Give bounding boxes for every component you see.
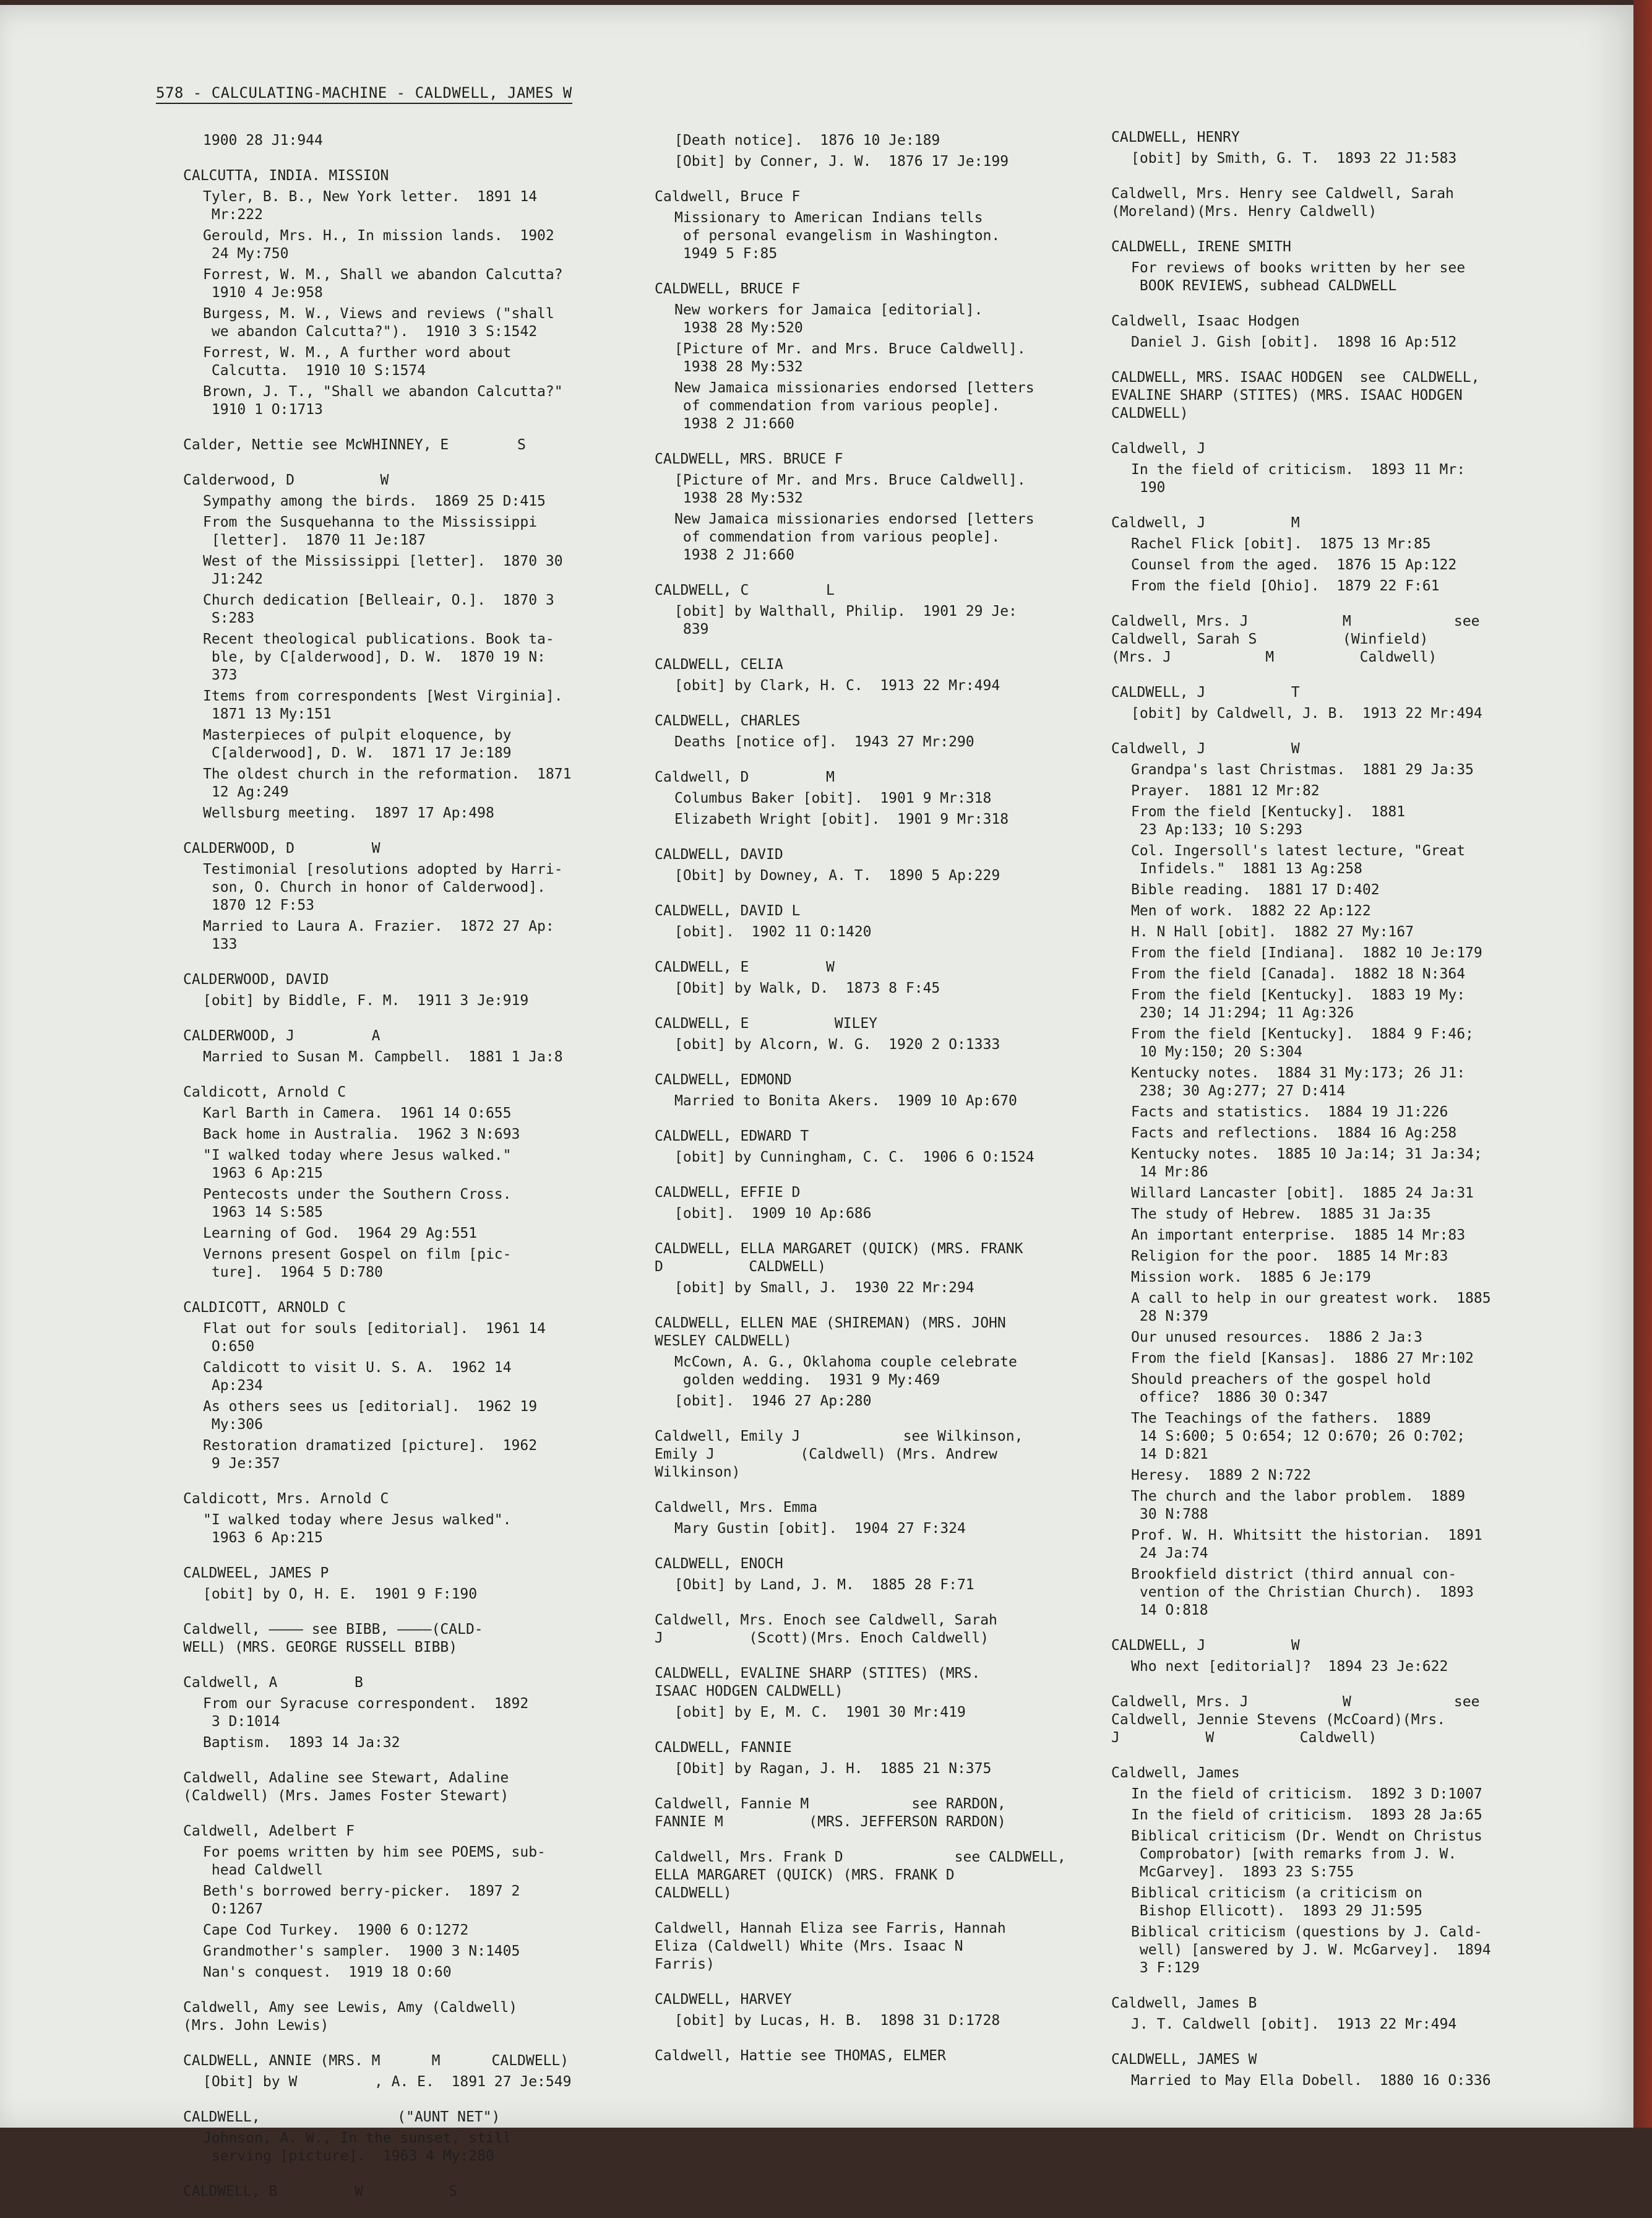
citation: Burgess, M. W., Views and reviews ("shall we abandon Calcutta?"). 1910 3 S:1542 [203, 306, 554, 340]
index-entry [655, 1665, 1112, 1722]
citation: Flat out for souls [editorial]. 1961 14 O:650 [203, 1321, 546, 1355]
citation: 1900 28 J1:944 [203, 132, 323, 149]
index-entry [655, 902, 1112, 941]
index-entry [1111, 2051, 1569, 2090]
citation: Learning of God. 1964 29 Ag:551 [203, 1225, 478, 1241]
citation: Wellsburg meeting. 1897 17 Ap:498 [203, 805, 494, 821]
index-entry [655, 1991, 1112, 2030]
citation: Married to Bonita Akers. 1909 10 Ap:670 [674, 1093, 1017, 1109]
index-entry [655, 451, 1112, 564]
entry-heading: CALDWELL, EFFIE D [655, 1185, 801, 1201]
entry-heading: Caldwell, James [1111, 1765, 1240, 1781]
citation: For poems written by him see POEMS, sub- head Caldwell [203, 1844, 546, 1878]
citation: Missionary to American Indians tells of personal evangelism in Washington. 1949 5 F:85 [674, 210, 1000, 262]
citation: Biblical criticism (questions by J. Cald- well) [answered by J. W. McGarvey]. 1894 3 F:129 [1131, 1924, 1491, 1976]
citation-list [674, 301, 1112, 433]
index-entry [183, 1027, 641, 1066]
index-entry [183, 2183, 641, 2201]
index-entry [655, 1240, 1112, 1297]
index-entry [183, 1823, 641, 1982]
citation-list [203, 1048, 641, 1066]
entry-heading: Caldwell, J W [1111, 741, 1300, 757]
entry-heading: CALDWELL, JAMES W [1111, 2052, 1257, 2068]
citation: [Obit] by Ragan, J. H. 1885 21 N:375 [674, 1761, 992, 1777]
citation: Forrest, W. M., A further word about Calcutta. 1910 10 S:1574 [203, 345, 512, 379]
entry-heading: CALDWELL, ENOCH [655, 1556, 783, 1572]
entry-heading: Caldwell, Emily J see Wilkinson, Emily J (Caldwell) (Mrs. Andrew Wilkinson) [655, 1428, 1023, 1480]
entry-heading: Caldwell, Mrs. J W see Caldwell, Jennie Stevens (McCoard)(Mrs. J W Caldwell) [1111, 1694, 1480, 1746]
entry-heading: Caldwell, A B [183, 1675, 363, 1691]
citation: Grandpa's last Christmas. 1881 29 Ja:35 [1131, 762, 1474, 778]
entry-heading: CALDWELL, EDWARD T [655, 1128, 809, 1144]
citation: [Obit] by Land, J. M. 1885 28 F:71 [674, 1577, 974, 1593]
index-entry [183, 2108, 641, 2165]
citation: The study of Hebrew. 1885 31 Ja:35 [1131, 1206, 1431, 1222]
index-entry [183, 840, 641, 954]
entry-heading: CALDWELL, ("AUNT NET") [183, 2109, 501, 2125]
citation: Counsel from the aged. 1876 15 Ap:122 [1131, 557, 1457, 573]
citation: Church dedication [Belleair, O.]. 1870 3 S:283 [203, 592, 554, 626]
citation: Grandmother's sampler. 1900 3 N:1405 [203, 1943, 520, 1959]
citation-list [203, 2130, 641, 2165]
citation: Col. Ingersoll's latest lecture, "Great Infidels." 1881 13 Ag:258 [1131, 843, 1466, 877]
citation: [Obit] by Downey, A. T. 1890 5 Ap:229 [674, 868, 1000, 884]
entry-heading: Caldwell, Amy see Lewis, Amy (Caldwell) (Mrs. John Lewis) [183, 2000, 518, 2034]
citation-list [674, 603, 1112, 639]
entry-heading: CALDWELL, DAVID L [655, 903, 801, 919]
citation: Beth's borrowed berry-picker. 1897 2 O:1267 [203, 1883, 520, 1917]
citation: [obit] by Caldwell, J. B. 1913 22 Mr:494 [1131, 706, 1482, 722]
index-entry [655, 656, 1112, 695]
entry-heading: Calderwood, D W [183, 472, 389, 488]
citation-list [674, 1353, 1112, 1410]
entry-heading: CALDWELL, DAVID [655, 847, 783, 863]
citation: Columbus Baker [obit]. 1901 9 Mr:318 [674, 790, 992, 806]
citation-list [674, 1520, 1112, 1538]
citation-list [1131, 259, 1569, 295]
citation: [Obit] by W , A. E. 1891 27 Je:549 [203, 2074, 572, 2090]
citation: Brown, J. T., "Shall we abandon Calcutta?" 1910 1 O:1713 [203, 384, 563, 418]
entry-heading: Caldwell, Adaline see Stewart, Adaline (Caldwell) (Mrs. James Foster Stewart) [183, 1770, 509, 1804]
index-entry [183, 1999, 641, 2035]
citation: [obit]. 1902 11 O:1420 [674, 924, 872, 940]
entry-heading: CALDWELL, E W [655, 959, 835, 975]
index-entry [183, 472, 641, 822]
citation: [Picture of Mr. and Mrs. Bruce Caldwell]. 1938 28 My:532 [674, 472, 1026, 506]
citation: Who next [editorial]? 1894 23 Je:622 [1131, 1659, 1448, 1675]
page-edge [1633, 0, 1652, 2128]
citation: From the field [Kansas]. 1886 27 Mr:102 [1131, 1350, 1474, 1366]
citation-list [1131, 334, 1569, 352]
index-entry [655, 846, 1112, 885]
index-page [0, 5, 1633, 2199]
entry-heading: CALDWELL, BRUCE F [655, 281, 801, 297]
citation: Tyler, B. B., New York letter. 1891 14 Mr:222 [203, 189, 538, 223]
entry-heading: Caldwell, Fannie M see RARDON, FANNIE M (MRS. JEFFERSON RARDON) [655, 1796, 1006, 1830]
index-entry [183, 1084, 641, 1282]
entry-heading: CALDWELL, IRENE SMITH [1111, 239, 1291, 255]
citation-list [203, 1844, 641, 1982]
citation-list [203, 861, 641, 954]
entry-heading: CALDERWOOD, D W [183, 840, 381, 857]
entry-heading: CALDWELL, J T [1111, 684, 1300, 701]
index-entry [655, 959, 1112, 998]
citation: [obit]. 1946 27 Ap:280 [674, 1393, 872, 1409]
citation: The oldest church in the reformation. 1871 12 Ag:249 [203, 766, 572, 800]
citation-list [1131, 1658, 1569, 1676]
citation-list [674, 132, 1112, 171]
citation-list [1131, 761, 1569, 1620]
citation: J. T. Caldwell [obit]. 1913 22 Mr:494 [1131, 2016, 1457, 2032]
citation: The church and the labor problem. 1889 30 N:788 [1131, 1488, 1466, 1522]
citation-list [674, 2012, 1112, 2030]
citation-list [1131, 535, 1569, 595]
citation: Elizabeth Wright [obit]. 1901 9 Mr:318 [674, 811, 1009, 827]
citation: "I walked today where Jesus walked". 1963 6 Ap:215 [203, 1512, 512, 1546]
index-column-3 [1111, 129, 1569, 2107]
citation: [obit] by Small, J. 1930 22 Mr:294 [674, 1280, 974, 1296]
citation: The Teachings of the fathers. 1889 14 S:600; 5 O:654; 12 O:670; 26 O:702; 14 D:821 [1131, 1410, 1466, 1462]
index-entry [1111, 613, 1569, 667]
index-entry [183, 167, 641, 419]
entry-heading: CALDWELL, E WILEY [655, 1016, 878, 1032]
entry-heading: Caldicott, Arnold C [183, 1084, 346, 1100]
entry-heading: Caldwell, Bruce F [655, 189, 801, 205]
entry-heading: CALDICOTT, ARNOLD C [183, 1300, 346, 1316]
citation: Restoration dramatized [picture]. 1962 9 Je:357 [203, 1438, 538, 1472]
entry-heading: CALDWELL, C L [655, 582, 835, 598]
index-entry [1111, 440, 1569, 497]
citation: Should preachers of the gospel hold office? 1886 30 O:347 [1131, 1371, 1431, 1405]
citation: For reviews of books written by her see BOOK REVIEWS, subhead CALDWELL [1131, 260, 1466, 294]
citation: An important enterprise. 1885 14 Mr:83 [1131, 1227, 1466, 1243]
citation: [Death notice]. 1876 10 Je:189 [674, 132, 940, 149]
citation: [obit]. 1909 10 Ap:686 [674, 1206, 872, 1222]
entry-heading: Caldwell, Hattie see THOMAS, ELMER [655, 2048, 946, 2064]
citation: Nan's conquest. 1919 18 O:60 [203, 1964, 452, 1980]
entry-heading: Caldwell, Hannah Eliza see Farris, Hannah Eliza (Caldwell) White (Mrs. Isaac N Farris) [655, 1920, 1006, 1972]
entry-heading: Caldwell, Mrs. Henry see Caldwell, Sarah (Moreland)(Mrs. Henry Caldwell) [1111, 186, 1454, 220]
index-entry [655, 1128, 1112, 1167]
citation: Daniel J. Gish [obit]. 1898 16 Ap:512 [1131, 334, 1457, 350]
citation: As others sees us [editorial]. 1962 19 My:306 [203, 1399, 538, 1433]
entry-heading: CALDWELL, B W S [183, 2183, 458, 2199]
citation: Karl Barth in Camera. 1961 14 O:655 [203, 1105, 512, 1121]
citation-list [1131, 2016, 1569, 2034]
index-entry [655, 582, 1112, 639]
citation-list [674, 209, 1112, 263]
citation-list [203, 493, 641, 822]
citation-list [1131, 461, 1569, 497]
entry-heading: CALDWELL, EVALINE SHARP (STITES) (MRS. ISAAC HODGEN CALDWELL) [655, 1665, 981, 1699]
entry-heading: Caldwell, J M [1111, 515, 1300, 531]
citation: Gerould, Mrs. H., In mission lands. 1902 24 My:750 [203, 228, 554, 262]
citation: Vernons present Gospel on film [pic- ture]. 1964 5 D:780 [203, 1246, 512, 1280]
citation: In the field of criticism. 1893 28 Ja:65 [1131, 1807, 1482, 1823]
citation: Married to Laura A. Frazier. 1872 27 Ap: 133 [203, 918, 554, 952]
citation: Heresy. 1889 2 N:722 [1131, 1467, 1311, 1483]
citation: New workers for Jamaica [editorial]. 1938 28 My:520 [674, 302, 983, 336]
index-entry [1111, 369, 1569, 423]
citation-list [203, 1695, 641, 1752]
citation: Pentecosts under the Southern Cross. 1963 14 S:585 [203, 1186, 512, 1220]
entry-heading: Calder, Nettie see McWHINNEY, E S [183, 437, 526, 453]
citation: Kentucky notes. 1884 31 My:173; 26 J1: 238; 30 Ag:277; 27 D:414 [1131, 1065, 1466, 1099]
index-entry [655, 1612, 1112, 1647]
citation: From the field [Kentucky]. 1884 9 F:46; 10 My:150; 20 S:304 [1131, 1026, 1474, 1060]
citation-list [674, 1205, 1112, 1223]
index-entry [1111, 684, 1569, 723]
index-entry [183, 971, 641, 1010]
citation: New Jamaica missionaries endorsed [letters of commendation from various people]. 1938 2 J1:660 [674, 380, 1035, 432]
citation-list [674, 1760, 1112, 1778]
entry-heading: Caldwell, D M [655, 769, 835, 785]
index-entry [655, 1499, 1112, 1538]
index-entry [655, 132, 1112, 171]
citation: [obit] by E, M. C. 1901 30 Mr:419 [674, 1704, 966, 1720]
entry-heading: CALDWELL, FANNIE [655, 1740, 792, 1756]
citation: Recent theological publications. Book ta- ble, by C[alderwood], D. W. 1870 19 N: 373 [203, 631, 554, 683]
citation: From the Susquehanna to the Mississippi [letter]. 1870 11 Je:187 [203, 514, 538, 548]
citation: [obit] by Biddle, F. M. 1911 3 Je:919 [203, 993, 529, 1009]
index-entry [655, 1428, 1112, 1482]
index-entry [1111, 129, 1569, 168]
index-entry [655, 1071, 1112, 1110]
index-entry [1111, 1764, 1569, 1977]
citation: McCown, A. G., Oklahoma couple celebrate golden wedding. 1931 9 My:469 [674, 1354, 1017, 1388]
entry-heading: CALCUTTA, INDIA. MISSION [183, 168, 389, 184]
index-entry [655, 769, 1112, 829]
citation-list [203, 1586, 641, 1603]
index-entry [1111, 1995, 1569, 2034]
entry-heading: CALDWELL, CELIA [655, 657, 783, 673]
citation: [obit] by Alcorn, W. G. 1920 2 O:1333 [674, 1037, 1000, 1053]
citation: Caldicott to visit U. S. A. 1962 14 Ap:234 [203, 1360, 512, 1394]
entry-heading: CALDERWOOD, DAVID [183, 972, 329, 988]
citation: [obit] by Walthall, Philip. 1901 29 Je: 839 [674, 603, 1017, 637]
index-entry [655, 1739, 1112, 1778]
citation: [obit] by Lucas, H. B. 1898 31 D:1728 [674, 2013, 1000, 2029]
citation: [obit] by O, H. E. 1901 9 F:190 [203, 1586, 478, 1602]
index-entry [655, 188, 1112, 263]
citation-list [1131, 150, 1569, 168]
citation: From the field [Kentucky]. 1881 23 Ap:133; 10 S:293 [1131, 804, 1406, 838]
citation: New Jamaica missionaries endorsed [letters of commendation from various people]. 1938 2 J1:660 [674, 511, 1035, 563]
entry-heading: CALDWELL, MRS. ISAAC HODGEN see CALDWELL, EVALINE SHARP (STITES) (MRS. ISAAC HODGEN CALDWELL) [1111, 369, 1480, 421]
citation: [Picture of Mr. and Mrs. Bruce Caldwell]. 1938 28 My:532 [674, 341, 1026, 375]
index-column-1 [183, 129, 641, 2218]
citation: Prof. W. H. Whitsitt the historian. 1891 24 Ja:74 [1131, 1527, 1482, 1561]
entry-heading: Caldwell, Mrs. Enoch see Caldwell, Sarah J (Scott)(Mrs. Enoch Caldwell) [655, 1612, 997, 1646]
citation: Deaths [notice of]. 1943 27 Mr:290 [674, 734, 974, 750]
index-entry [655, 1795, 1112, 1831]
citation: Facts and reflections. 1884 16 Ag:258 [1131, 1125, 1457, 1141]
index-entry [183, 132, 641, 150]
citation: West of the Mississippi [letter]. 1870 30 J1:242 [203, 553, 563, 587]
citation-list [674, 1036, 1112, 1054]
citation: Mary Gustin [obit]. 1904 27 F:324 [674, 1521, 966, 1537]
citation-list [674, 867, 1112, 885]
index-entry [655, 1920, 1112, 1974]
citation: Bible reading. 1881 17 D:402 [1131, 882, 1380, 898]
citation: Baptism. 1893 14 Ja:32 [203, 1735, 400, 1751]
citation-list [674, 1704, 1112, 1722]
citation: "I walked today where Jesus walked." 1963 6 Ap:215 [203, 1147, 512, 1181]
citation-list [674, 677, 1112, 695]
index-entry [655, 1184, 1112, 1223]
citation: Sympathy among the birds. 1869 25 D:415 [203, 493, 546, 509]
index-entry [1111, 1637, 1569, 1676]
citation: Johnson, A. W., In the sunset, still serving [picture]. 1963 4 My:280 [203, 2130, 512, 2164]
citation: [obit] by Clark, H. C. 1913 22 Mr:494 [674, 678, 1000, 694]
citation: From our Syracuse correspondent. 1892 3 D:1014 [203, 1696, 529, 1730]
citation-list [203, 992, 641, 1010]
citation: Forrest, W. M., Shall we abandon Calcutta? 1910 4 Je:958 [203, 267, 563, 301]
citation: From the field [Kentucky]. 1883 19 My: 230; 14 J1:294; 11 Ag:326 [1131, 987, 1466, 1021]
index-entry [183, 436, 641, 454]
citation: Kentucky notes. 1885 10 Ja:14; 31 Ja:34; 14 Mr:86 [1131, 1146, 1482, 1180]
index-entry [183, 1490, 641, 1547]
citation-list [674, 923, 1112, 941]
citation: Items from correspondents [West Virginia]. 1871 13 My:151 [203, 688, 563, 722]
index-entry [183, 2052, 641, 2091]
citation: Prayer. 1881 12 Mr:82 [1131, 783, 1320, 799]
citation: Biblical criticism (a criticism on Bishop Ellicott). 1893 29 J1:595 [1131, 1885, 1422, 1919]
citation-list [674, 980, 1112, 998]
citation-list [674, 1576, 1112, 1594]
index-entry [183, 1769, 641, 1805]
entry-heading: CALDERWOOD, J A [183, 1028, 381, 1044]
entry-heading: Caldwell, Mrs. Emma [655, 1500, 818, 1516]
citation-list [203, 1105, 641, 1282]
citation: Religion for the poor. 1885 14 Mr:83 [1131, 1248, 1448, 1264]
index-entry [183, 1299, 641, 1473]
index-entry [183, 1564, 641, 1603]
entry-heading: Caldwell, Mrs. J M see Caldwell, Sarah S (Winfield) (Mrs. J M Caldwell) [1111, 613, 1480, 665]
citation: [obit] by Cunningham, C. C. 1906 6 O:1524 [674, 1149, 1035, 1165]
citation-list [674, 1149, 1112, 1167]
index-entry [1111, 238, 1569, 295]
entry-heading: Caldwell, J [1111, 441, 1206, 457]
citation-list [203, 1511, 641, 1547]
index-entry [1111, 740, 1569, 1620]
citation-list [1131, 705, 1569, 723]
citation-list [203, 1320, 641, 1473]
entry-heading: CALDWELL, HENRY [1111, 129, 1240, 145]
entry-heading: Caldwell, Isaac Hodgen [1111, 313, 1300, 329]
citation: Biblical criticism (Dr. Wendt on Christus Comprobator) [with remarks from J. W. McGarvey]. 1893 23 S:755 [1131, 1828, 1482, 1880]
index-entry [655, 280, 1112, 433]
index-entry [1111, 185, 1569, 221]
index-entry [655, 712, 1112, 751]
entry-heading: Caldwell, James B [1111, 1995, 1257, 2011]
citation-list [674, 733, 1112, 751]
index-entry [1111, 1693, 1569, 1747]
citation-list [674, 1279, 1112, 1297]
citation: In the field of criticism. 1892 3 D:1007 [1131, 1786, 1482, 1802]
index-entry [655, 1015, 1112, 1054]
citation: [Obit] by Walk, D. 1873 8 F:45 [674, 980, 940, 996]
citation: Rachel Flick [obit]. 1875 13 Mr:85 [1131, 536, 1431, 552]
citation: H. N Hall [obit]. 1882 27 My:167 [1131, 924, 1414, 940]
citation-list [1131, 2072, 1569, 2090]
citation: From the field [Ohio]. 1879 22 F:61 [1131, 578, 1440, 594]
entry-heading: CALDWELL, ANNIE (MRS. M M CALDWELL) [183, 2053, 569, 2069]
citation: Brookfield district (third annual con- vention of the Christian Church). 1893 14 O:818 [1131, 1566, 1474, 1618]
entry-heading: CALDWELL, HARVEY [655, 1991, 792, 2008]
citation: From the field [Canada]. 1882 18 N:364 [1131, 966, 1466, 982]
index-entry [183, 1621, 641, 1657]
citation: Facts and statistics. 1884 19 J1:226 [1131, 1104, 1448, 1120]
citation-list [674, 790, 1112, 829]
citation: Back home in Australia. 1962 3 N:693 [203, 1126, 520, 1142]
entry-heading: Caldwell, Mrs. Frank D see CALDWELL, ELLA MARGARET (QUICK) (MRS. FRANK D CALDWELL) [655, 1849, 1066, 1901]
citation: From the field [Indiana]. 1882 10 Je:179 [1131, 945, 1482, 961]
entry-heading: CALDWELL, J W [1111, 1638, 1300, 1654]
citation: [Obit] by Conner, J. W. 1876 17 Je:199 [674, 153, 1009, 170]
entry-heading: Caldwell, ———— see BIBB, ————(CALD- WELL) (MRS. GEORGE RUSSELL BIBB) [183, 1621, 483, 1655]
entry-heading: CALDWEEL, JAMES P [183, 1565, 329, 1581]
citation-list [203, 188, 641, 419]
index-entry [1111, 514, 1569, 595]
citation: In the field of criticism. 1893 11 Mr: 190 [1131, 462, 1466, 496]
citation-list [1131, 1785, 1569, 1977]
citation: Our unused resources. 1886 2 Ja:3 [1131, 1329, 1422, 1345]
entry-heading: Caldicott, Mrs. Arnold C [183, 1491, 389, 1507]
index-entry [655, 2047, 1112, 2065]
citation-list [674, 1092, 1112, 1110]
index-entry [183, 1674, 641, 1752]
citation: A call to help in our greatest work. 1885 28 N:379 [1131, 1290, 1491, 1324]
citation: Testimonial [resolutions adopted by Harri- son, O. Church in honor of Calderwood]. 1870 12 F:53 [203, 861, 563, 913]
citation-list [203, 132, 641, 150]
citation: Masterpieces of pulpit eloquence, by C[alderwood], D. W. 1871 17 Je:189 [203, 727, 512, 761]
citation-list [203, 2073, 641, 2091]
citation: Willard Lancaster [obit]. 1885 24 Ja:31 [1131, 1185, 1474, 1201]
citation: Men of work. 1882 22 Ap:122 [1131, 903, 1371, 919]
entry-heading: CALDWELL, EDMOND [655, 1072, 792, 1088]
entry-heading: CALDWELL, ELLEN MAE (SHIREMAN) (MRS. JOHN WESLEY CALDWELL) [655, 1315, 1006, 1349]
page-header: 578 - CALCULATING-MACHINE - CALDWELL, JAMES W [156, 84, 572, 104]
index-entry [655, 1555, 1112, 1594]
citation: Cape Cod Turkey. 1900 6 O:1272 [203, 1922, 469, 1938]
index-entry [1111, 313, 1569, 352]
citation-list [674, 472, 1112, 564]
entry-heading: CALDWELL, CHARLES [655, 713, 801, 729]
entry-heading: Caldwell, Adelbert F [183, 1823, 355, 1839]
entry-heading: CALDWELL, ELLA MARGARET (QUICK) (MRS. FRANK D CALDWELL) [655, 1241, 1023, 1275]
citation: Married to May Ella Dobell. 1880 16 O:336 [1131, 2073, 1491, 2089]
citation: [obit] by Smith, G. T. 1893 22 J1:583 [1131, 150, 1457, 166]
index-column-2 [655, 129, 1112, 2082]
index-entry [655, 1849, 1112, 1902]
citation: Married to Susan M. Campbell. 1881 1 Ja:8 [203, 1049, 563, 1065]
index-entry [655, 1314, 1112, 1410]
entry-heading: CALDWELL, MRS. BRUCE F [655, 451, 843, 467]
citation: Mission work. 1885 6 Je:179 [1131, 1269, 1371, 1285]
